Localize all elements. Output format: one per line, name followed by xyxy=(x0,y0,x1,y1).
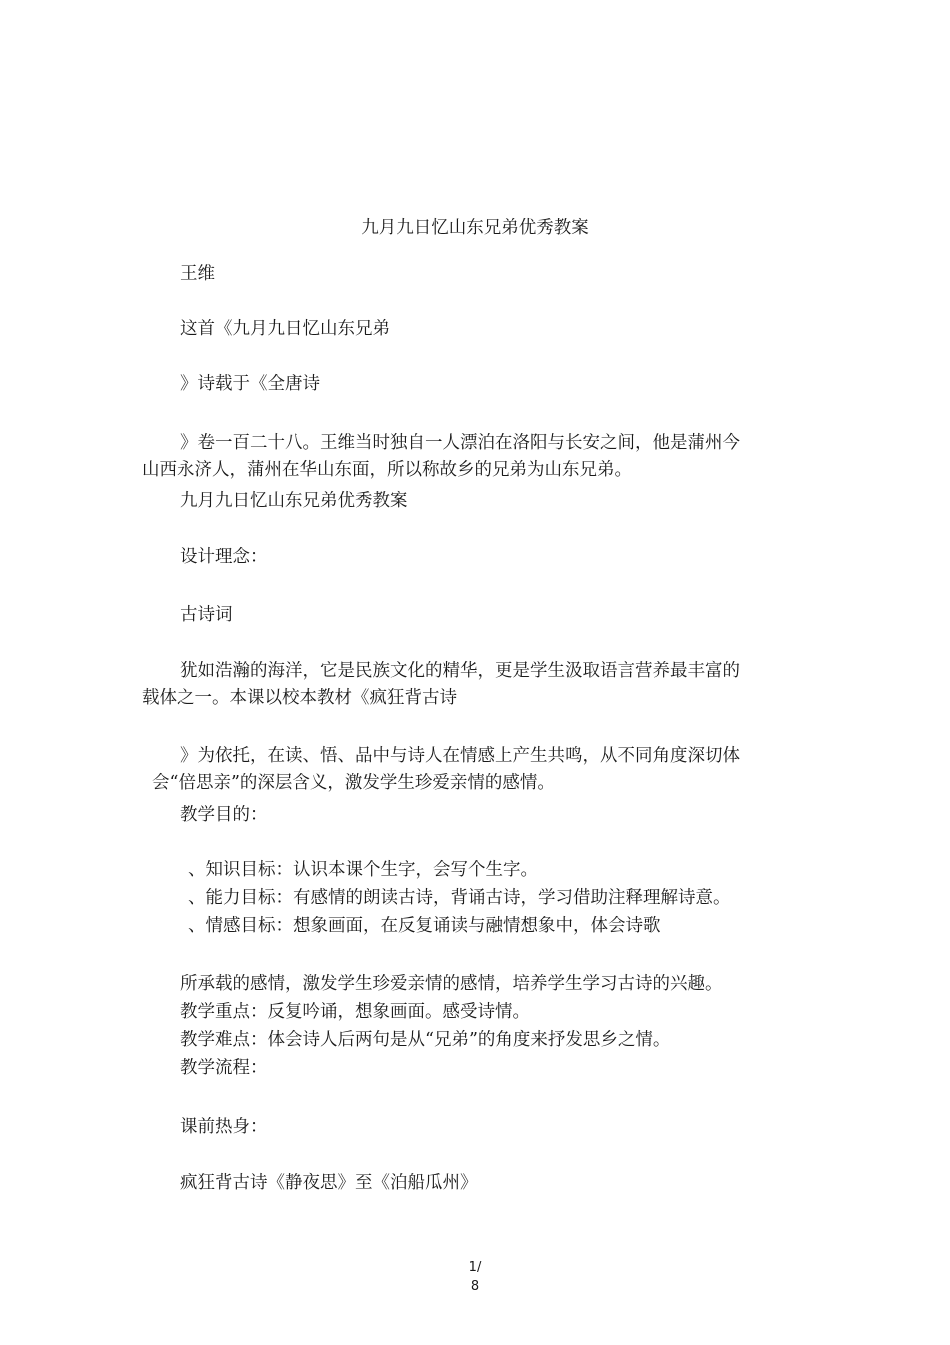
section-title: 九月九日忆山东兄弟优秀教案 xyxy=(180,491,408,511)
list-item: 、情感目标：想象画面，在反复诵读与融情想象中，体会诗歌 xyxy=(188,916,661,936)
page-number-current: 1/ xyxy=(468,1260,482,1275)
body-line: 犹如浩瀚的海洋，它是民族文化的精华，更是学生汲取语言营养最丰富的 xyxy=(180,661,740,681)
body-line: 古诗词 xyxy=(180,605,233,625)
body-line: 教学重点：反复吟诵，想象画面。感受诗情。 xyxy=(180,1002,530,1022)
section-heading: 教学目的： xyxy=(180,805,268,825)
body-line: 载体之一。本课以校本教材《疯狂背古诗 xyxy=(142,688,457,708)
section-heading: 教学流程： xyxy=(180,1058,268,1078)
page-number-total: 8 xyxy=(470,1279,480,1294)
list-item: 、能力目标：有感情的朗读古诗，背诵古诗，学习借助注释理解诗意。 xyxy=(188,888,731,908)
document-title: 九月九日忆山东兄弟优秀教案 xyxy=(361,218,589,238)
section-heading: 课前热身： xyxy=(180,1117,268,1137)
body-line: 这首《九月九日忆山东兄弟 xyxy=(180,319,390,339)
body-line: 教学难点：体会诗人后两句是从“兄弟”的角度来抒发思乡之情。 xyxy=(180,1030,671,1050)
body-line: 疯狂背古诗《静夜思》至《泊船瓜州》 xyxy=(180,1173,478,1193)
body-line: 》卷一百二十八。王维当时独自一人漂泊在洛阳与长安之间，他是蒲州今 xyxy=(180,433,740,453)
list-item: 、知识目标：认识本课个生字，会写个生字。 xyxy=(188,860,538,880)
author-line: 王维 xyxy=(180,264,215,284)
section-heading: 设计理念： xyxy=(180,547,268,567)
body-line: 会“倍思亲”的深层含义，激发学生珍爱亲情的感情。 xyxy=(152,773,555,793)
body-line: 》诗载于《全唐诗 xyxy=(180,374,320,394)
body-line: 所承载的感情，激发学生珍爱亲情的感情，培养学生学习古诗的兴趣。 xyxy=(180,974,723,994)
body-line: 》为依托，在读、悟、品中与诗人在情感上产生共鸣，从不同角度深切体 xyxy=(180,746,740,766)
body-line: 山西永济人，蒲州在华山东面，所以称故乡的兄弟为山东兄弟。 xyxy=(142,460,632,480)
